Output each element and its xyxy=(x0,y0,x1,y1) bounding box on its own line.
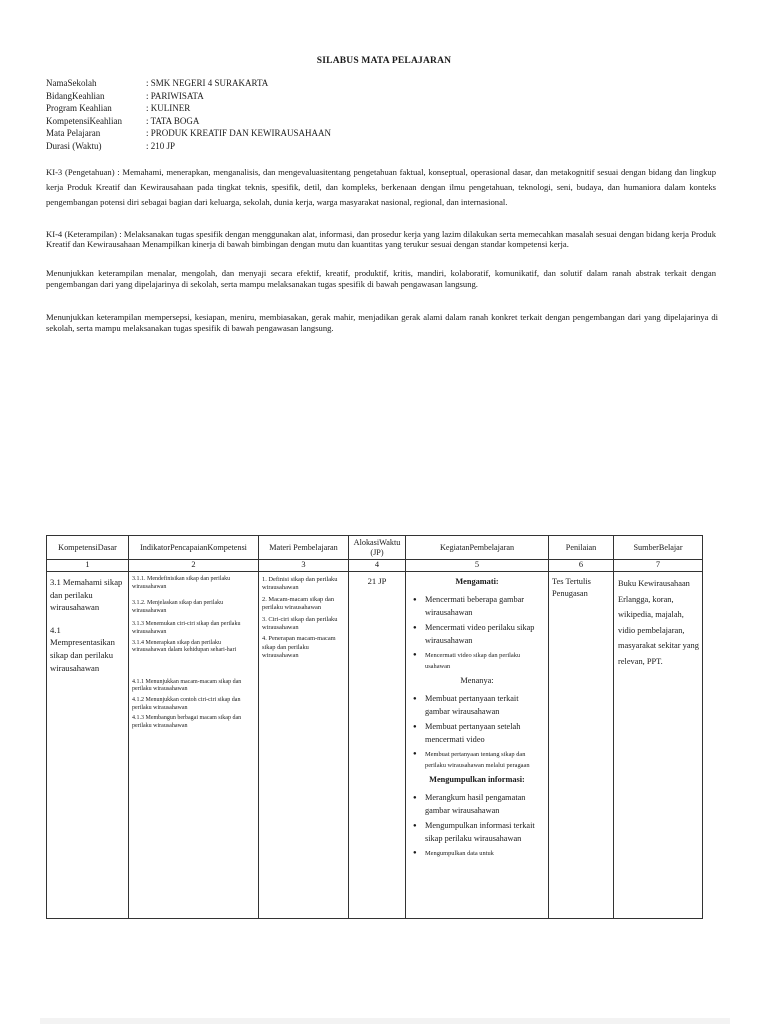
sumber-value: Buku Kewirausahaan Erlangga, koran, wikipedia, majalah, vidio pembelajaran, masyarakat sekitar yang relevan, PPT. xyxy=(618,579,699,666)
ipk-item: 3.1.1. Mendefinisikan sikap dan perilaku wirausahawan xyxy=(132,576,231,590)
column-number: 3 xyxy=(259,560,349,572)
column-header: AlokasiWaktu (JP) xyxy=(349,536,406,560)
penilaian-value: Tes Tertulis Penugasan xyxy=(552,577,591,598)
info-value: : KULINER xyxy=(146,103,191,114)
info-label: KompetensiKeahlian xyxy=(46,115,122,126)
ipk-item: 4.1.1 Menunjukkan macam-macam sikap dan perilaku wirausahawan xyxy=(132,678,242,693)
mengamati-heading: Mengamati: xyxy=(455,577,499,586)
table-header-row xyxy=(47,536,703,560)
menanya-heading: Menanya: xyxy=(460,676,494,686)
mengamati-list xyxy=(409,594,545,672)
document-title: SILABUS MATA PELAJARAN xyxy=(316,56,452,66)
ipk-item: 4.1.2 Menunjukkan contoh ciri-ciri sikap dan perilaku wirausahawan xyxy=(132,696,241,711)
column-number: 2 xyxy=(129,560,259,572)
list-item: ● Membuat pertanyaan tentang sikap dan perilaku wirausahawan melalui peragaan xyxy=(413,749,545,771)
kd-4-1: 4.1 Mempresentasikan sikap dan perilaku wirausahawan xyxy=(50,624,115,673)
info-value: : TATA BOGA xyxy=(146,115,200,126)
kompetensi-dasar-cell xyxy=(47,572,129,919)
list-item: ● Mencermati beberapa gambar wirausahawan xyxy=(413,594,545,619)
school-info xyxy=(46,77,331,153)
info-label: Durasi (Waktu) xyxy=(46,140,102,151)
info-label: BidangKeahlian xyxy=(46,90,105,101)
info-value: : PRODUK KREATIF DAN KEWIRAUSAHAAN xyxy=(146,128,332,139)
info-row-competency xyxy=(46,115,331,128)
page-bottom-edge xyxy=(40,1018,730,1024)
materi-item: 2. Macam-macam sikap dan perilaku wirausahawan xyxy=(262,595,335,612)
table-number-row xyxy=(47,560,703,572)
info-label: Program Keahlian xyxy=(46,103,112,114)
info-label: NamaSekolah xyxy=(46,78,97,88)
skill-paragraph-concrete: Menunjukkan keterampilan mempersepsi, kesiapan, meniru, membiasakan, gerak mahir, menjadikan gerak alami dalam ranah konkret terkait dengan pengembangan dari yang dipelajarinya di sekolah, serta mampu melaksanakan tugas spesifik di bawah pengawasan langsung. xyxy=(46,312,718,333)
ipk-item: 3.1.2. Menjelaskan sikap dan perilaku wirausahawan xyxy=(132,600,224,614)
list-item: ● Mencermati video perilaku sikap wirausahawan xyxy=(413,622,545,647)
ki3-paragraph: KI-3 (Pengetahuan) : Memahami, menerapkan, menganalisis, dan mengevaluasitentang pengetahuan faktual, konseptual, operasional dasar, dan metakognitif sesuai dengan bidang dan lingkup kerja Produk Kreatif dan Kewirausahaan pada tingkat teknis, spesifik, detil, dan kompleks, berkenaan dengan ilmu pengetahuan, teknologi, seni, budaya, dan humaniora dalam konteks pengembangan potensi diri sebagai bagian dari keluarga, sekolah, dunia kerja, warga masyarakat nasional, regional, dan internasional. xyxy=(46,167,716,208)
mengumpulkan-list xyxy=(409,792,545,859)
skill-paragraph-abstract: Menunjukkan keterampilan menalar, mengolah, dan menyaji secara efektif, kreatif, produktif, kritis, mandiri, kolaboratif, komunikatif, dan solutif dalam ranah abstrak terkait dengan pengembangan dari yang dipelajarinya di sekolah, serta mampu melaksanakan tugas spesifik di bawah pengawasan langsung. xyxy=(46,268,716,289)
column-number: 7 xyxy=(614,560,703,572)
penilaian-cell xyxy=(549,572,614,919)
indikator-cell xyxy=(129,572,259,919)
alokasi-value: 21 JP xyxy=(367,576,387,586)
column-number: 4 xyxy=(349,560,406,572)
ipk-item: 3.1.3 Menemukan ciri-ciri sikap dan perilaku wirausahawan xyxy=(132,621,241,635)
info-row-school xyxy=(46,77,331,90)
materi-cell xyxy=(259,572,349,919)
list-item: ● Mencermati video sikap dan perilaku usahawan xyxy=(413,650,545,672)
column-header: SumberBelajar xyxy=(614,536,703,560)
kd-3-1: 3.1 Memahami sikap dan perilaku wirausahawan xyxy=(50,577,123,613)
column-header: KompetensiDasar xyxy=(47,536,129,560)
info-label: Mata Pelajaran xyxy=(46,128,101,139)
info-row-duration xyxy=(46,140,331,153)
ipk-item: 4.1.3 Membangun berbagai macam sikap dan perilaku wirausahawan xyxy=(132,715,242,729)
alokasi-cell xyxy=(349,572,406,919)
table-row xyxy=(47,572,703,919)
syllabus-table xyxy=(46,535,703,919)
materi-item: 3. Ciri-ciri sikap dan perilaku wirausahawan xyxy=(262,615,338,632)
materi-item: 1. Definisi sikap dan perilaku wirausahawan xyxy=(262,576,338,592)
kegiatan-cell xyxy=(406,572,549,919)
mengumpulkan-heading: Mengumpulkan informasi: xyxy=(429,775,525,785)
column-header: Materi Pembelajaran xyxy=(259,536,349,560)
column-number: 6 xyxy=(549,560,614,572)
list-item: ● Mengumpulkan data untuk xyxy=(413,848,545,859)
menanya-list xyxy=(409,693,545,771)
list-item: ● Membuat pertanyaan setelah mencermati video xyxy=(413,721,545,746)
info-value: : PARIWISATA xyxy=(146,90,204,101)
info-value: : SMK NEGERI 4 SURAKARTA xyxy=(146,78,269,88)
list-item: ● Membuat pertanyaan terkait gambar wirausahawan xyxy=(413,693,545,718)
ipk-item: 3.1.4 Menerapkan sikap dan perilaku wirausahawan dalam kehidupan sehari-hari xyxy=(132,639,237,654)
column-header: KegiatanPembelajaran xyxy=(406,536,549,560)
ki4-paragraph: KI-4 (Keterampilan) : Melaksanakan tugas spesifik dengan menggunakan alat, informasi, dan prosedur kerja yang lazim dilakukan serta memecahkan masalah sesuai dengan bidang kerja Produk Kreatif dan Kewirausahaan Menampilkan kinerja di bawah bimbingan dengan mutu dan kuantitas yang terukur sesuai dengan standar kompetensi kerja. xyxy=(46,229,716,250)
column-number: 1 xyxy=(47,560,129,572)
column-header: Penilaian xyxy=(549,536,614,560)
info-row-field xyxy=(46,90,331,103)
sumber-belajar-cell xyxy=(614,572,703,919)
column-header: IndikatorPencapaianKompetensi xyxy=(129,536,259,560)
info-value: : 210 JP xyxy=(146,140,176,151)
column-number: 5 xyxy=(406,560,549,572)
materi-item: 4. Penerapan macam-macam sikap dan perilaku wirausahawan xyxy=(262,635,336,660)
list-item: ● Merangkum hasil pengamatan gambar wirausahawan xyxy=(413,792,545,817)
info-row-program xyxy=(46,102,331,115)
info-row-subject xyxy=(46,127,331,140)
list-item: ● Mengumpulkan informasi terkait sikap perilaku wirausahawan xyxy=(413,820,545,845)
